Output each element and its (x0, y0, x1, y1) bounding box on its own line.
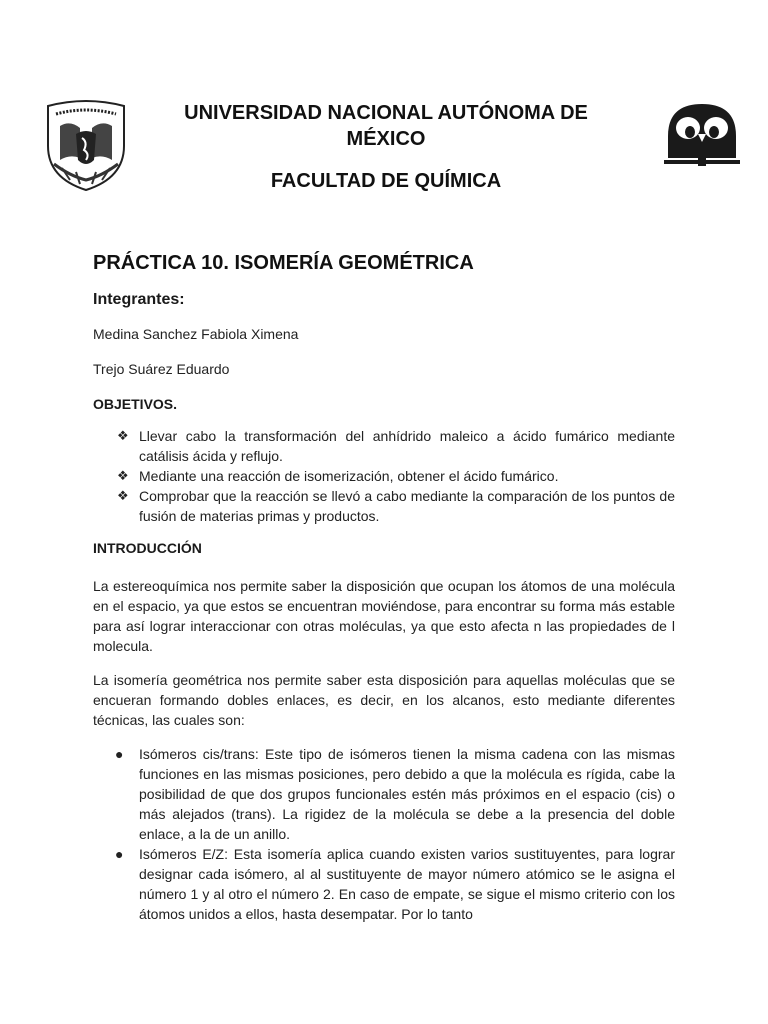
diamond-bullet-icon: ❖ (117, 488, 129, 503)
facultad-quimica-owl-icon (662, 100, 742, 172)
objetivos-heading: OBJETIVOS. (93, 396, 178, 412)
introduccion-heading: INTRODUCCIÓN (93, 540, 202, 556)
objetivo-text: Llevar cabo la transformación del anhídrido maleico a ácido fumárico mediante catálisis ácida y reflujo. (139, 428, 675, 464)
integrantes-label: Integrantes: (93, 291, 185, 308)
member-name: Medina Sanchez Fabiola Ximena (93, 326, 299, 342)
university-name: UNIVERSIDAD NACIONAL AUTÓNOMA DE MÉXICO (184, 102, 588, 150)
list-item (93, 466, 675, 486)
dot-bullet-icon: ● (115, 846, 124, 862)
member-name: Trejo Suárez Eduardo (93, 361, 230, 377)
list-item (93, 426, 675, 466)
diamond-bullet-icon: ❖ (117, 468, 129, 483)
dot-bullet-icon: ● (115, 746, 124, 762)
isomeros-list (93, 744, 675, 924)
list-item (93, 486, 675, 526)
paragraph: La isomería geométrica nos permite saber esta disposición para aquellas moléculas que se encueran formando dobles enlaces, es decir, en los alcanos, esto mediante diferentes técnicas, las cuales son: (93, 672, 675, 728)
isomero-text: Isómeros cis/trans: Este tipo de isómeros tienen la misma cadena con las mismas funciones en las mismas posiciones, pero debido a que la molécula es rígida, cabe la posibilidad de que dos grupos funcionales estén más próximos en el espacio (cis) o más alejados (trans). La rigidez de la molécula se debe a la presencia del doble enlace, a la de un anillo. (139, 746, 675, 842)
objetivo-text: Mediante una reacción de isomerización, obtener el ácido fumárico. (139, 468, 559, 484)
list-item (93, 844, 675, 924)
isomero-text: Isómeros E/Z: Esta isomería aplica cuando existen varios sustituyentes, para lograr designar cada isómero, al al sustituyente de mayor número atómico se le asigna el número 1 y al otro el número 2. En caso de empate, se sigue el mismo criterio con los átomos unidos a ellos, hasta desempatar. Por lo tanto (139, 846, 675, 922)
paragraph: La estereoquímica nos permite saber la disposición que ocupan los átomos de una molécula en el espacio, ya que estos se encuentran moviéndose, para encontrar su forma más estable para así lograr interaccionar con otras moléculas, ya que esto afecta n las propiedades de l molecula. (93, 578, 675, 654)
list-item (93, 744, 675, 844)
document-body (93, 250, 675, 924)
diamond-bullet-icon: ❖ (117, 428, 129, 443)
faculty-name: FACULTAD DE QUÍMICA (270, 170, 502, 192)
unam-shield-icon (40, 98, 132, 192)
objetivos-list (93, 426, 675, 526)
objetivo-text: Comprobar que la reacción se llevó a cabo mediante la comparación de los puntos de fusión de materias primas y productos. (139, 488, 675, 524)
practice-title: PRÁCTICA 10. ISOMERÍA GEOMÉTRICA (93, 252, 474, 274)
